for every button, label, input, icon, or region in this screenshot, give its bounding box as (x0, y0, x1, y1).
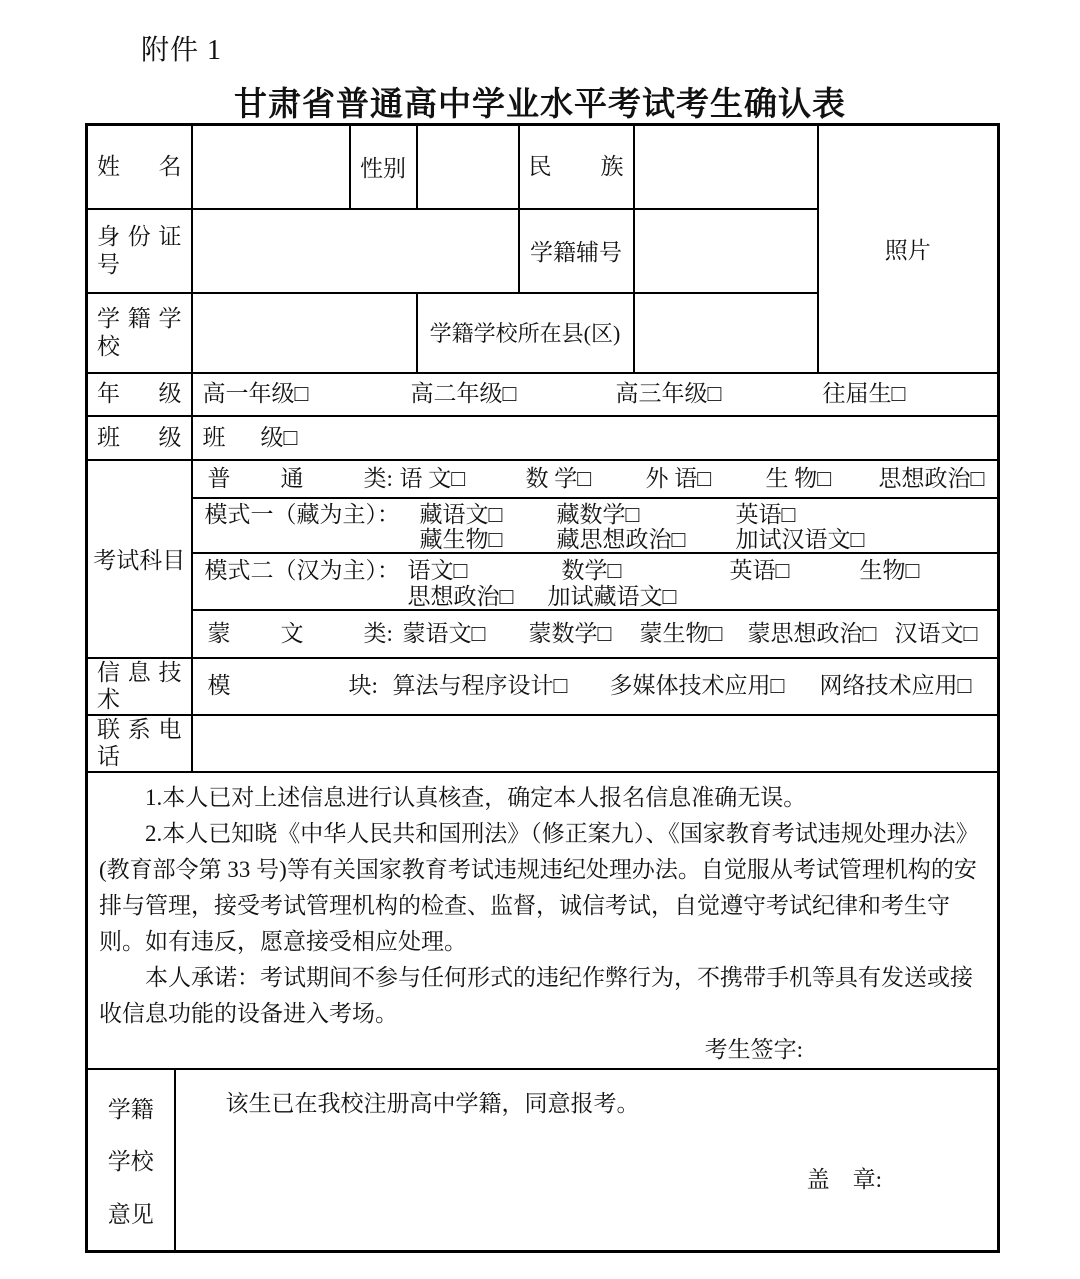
school-label-cell (87, 293, 192, 373)
attachment-label: 附件 1 (141, 35, 223, 66)
grade-option-grade3: 高三年级□ (615, 381, 722, 406)
grade-label-cell (87, 373, 192, 416)
school-opinion-statement: 该生已在我校注册高中学籍，同意报考。 (225, 1090, 640, 1116)
student-aux-field (634, 209, 818, 293)
school-county-field (634, 293, 818, 373)
student-aux-label: 学籍辅号 (530, 240, 622, 265)
gender-label-cell (350, 125, 417, 209)
confirmation-table (85, 123, 1000, 1253)
phone-label: 联系电话 (97, 716, 182, 770)
exam-mongolian-row (192, 610, 999, 658)
name-label: 姓 名 (97, 153, 182, 179)
candidate-signature-label: 考生签字: (704, 1036, 803, 1062)
subject-option-mongol-biology: 蒙生物□ (639, 620, 723, 646)
subject-option-math: 数 学□ (525, 465, 592, 491)
id-number-field (192, 209, 519, 293)
mode1-label: 模式一（藏为主）： (204, 501, 400, 527)
mongolian-cat-3: 类: (363, 620, 393, 646)
promise-label: 本人承诺： (145, 964, 260, 990)
subject-option-mongol-math: 蒙数学□ (528, 620, 612, 646)
subject-option-chinese-m2: 语文□ (407, 557, 468, 583)
exam-subjects-label-cell (87, 460, 192, 658)
school-label: 学籍学校 (97, 305, 182, 359)
ethnicity-field (634, 125, 818, 209)
subject-option-foreign: 外 语□ (645, 465, 712, 491)
exam-mode1-row (192, 498, 999, 553)
subject-option-biology-m2: 生物□ (859, 557, 920, 583)
subject-option-english-m2: 英语□ (729, 557, 790, 583)
ordinary-cat-1: 普 (207, 465, 231, 491)
declaration-paragraph-1: 1.本人已对上述信息进行认真核查，确定本人报名信息准确无误。 (145, 784, 807, 810)
gender-field (417, 125, 519, 209)
subject-option-math-m2: 数学□ (561, 557, 622, 583)
phone-label-cell (87, 715, 192, 772)
photo-area (818, 125, 999, 373)
subject-option-politics: 思想政治□ (878, 465, 985, 491)
gender-label: 性别 (360, 156, 406, 182)
it-option-algorithm: 算法与程序设计□ (392, 673, 568, 699)
subject-option-tibetan-politics: 藏思想政治□ (556, 526, 686, 552)
class-option-part1: 班 (202, 424, 226, 450)
mode2-label: 模式二（汉为主）： (204, 557, 400, 583)
class-label: 班 级 (97, 424, 182, 450)
name-label-cell (87, 125, 192, 209)
it-label: 信息技术 (97, 659, 182, 713)
it-option-multimedia: 多媒体技术应用□ (609, 673, 785, 699)
subject-option-english-m1: 英语□ (735, 501, 796, 527)
mongolian-cat-2: 文 (280, 620, 304, 646)
mongolian-cat-1: 蒙 (207, 620, 231, 646)
grade-label: 年 级 (97, 381, 182, 407)
subject-option-tibetan-math: 藏数学□ (556, 501, 640, 527)
it-label-cell (87, 658, 192, 715)
id-number-label: 身份证号 (97, 223, 182, 277)
school-opinion-label-line2: 学校 (107, 1149, 154, 1175)
grade-option-grade1: 高一年级□ (202, 381, 309, 406)
subject-option-mongol-politics: 蒙思想政治□ (747, 620, 877, 646)
school-opinion-label-line1: 学籍 (107, 1096, 154, 1122)
declaration-paragraph-2: 2.本人已知晓《中华人民共和国刑法》（修正案九）、《国家教育考试违规处理办法》(教育部令第 33 号)等有关国家教育考试违规违纪处理办法。自觉服从考试管理机构的安排与管理，接受考试管理机构的检查、监督，诚信考试，自觉遵守考试纪律和考生守则。如有违反，愿意接受相应处理。 (99, 820, 979, 954)
exam-subjects-label: 考试科目 (93, 548, 186, 573)
name-field (192, 125, 350, 209)
subject-option-tibetan-chinese: 藏语文□ (419, 501, 503, 527)
form-title: 甘肃省普通高中学业水平考试考生确认表 (234, 87, 846, 123)
grade-option-grade2: 高二年级□ (410, 381, 517, 406)
class-option-cell (192, 416, 999, 460)
phone-field (192, 715, 999, 772)
school-opinion-content (175, 1069, 999, 1252)
photo-label: 照片 (884, 238, 931, 264)
subject-option-han-chinese: 汉语文□ (894, 620, 978, 646)
it-module-word-1: 模 (207, 673, 231, 699)
grade-option-repeat: 往届生□ (822, 381, 906, 406)
it-option-network: 网络技术应用□ (819, 673, 972, 699)
exam-mode2-row (192, 553, 999, 610)
ordinary-cat-2: 通 (280, 465, 304, 491)
subject-option-mongol-chinese: 蒙语文□ (402, 620, 486, 646)
school-county-label: 学籍学校所在县(区) (429, 321, 621, 346)
seal-label: 盖 章: (806, 1166, 882, 1192)
subject-option-politics-m2: 思想政治□ (407, 583, 514, 609)
school-opinion-label-line3: 意见 (107, 1201, 154, 1227)
ordinary-cat-3: 类: (363, 465, 393, 491)
id-number-label-cell (87, 209, 192, 293)
ethnicity-label-cell (519, 125, 634, 209)
class-label-cell (87, 416, 192, 460)
subject-option-extra-chinese: 加试汉语文□ (735, 526, 865, 552)
grade-options-cell (192, 373, 999, 416)
exam-ordinary-row (192, 460, 999, 498)
school-field (192, 293, 417, 373)
student-aux-label-cell (519, 209, 634, 293)
promise-text: 考试期间不参与任何形式的违纪作弊行为，不携带手机等具有发送或接收信息功能的设备进入考场。 (99, 964, 973, 1026)
declaration-paragraph-3 (99, 960, 983, 1032)
subject-option-biology: 生 物□ (765, 465, 832, 491)
subject-option-tibetan-biology: 藏生物□ (419, 526, 503, 552)
class-option-part2: 级□ (260, 424, 298, 450)
school-opinion-label-cell (87, 1069, 175, 1252)
declaration-cell (87, 772, 999, 1069)
ethnicity-label: 民 族 (528, 153, 624, 179)
school-opinion-label (88, 1091, 174, 1229)
school-county-label-cell (417, 293, 634, 373)
it-modules-cell (192, 658, 999, 715)
it-module-word-2: 块: (348, 673, 378, 699)
subject-option-chinese: 语 文□ (399, 465, 466, 491)
subject-option-extra-tibetan: 加试藏语文□ (547, 583, 677, 609)
